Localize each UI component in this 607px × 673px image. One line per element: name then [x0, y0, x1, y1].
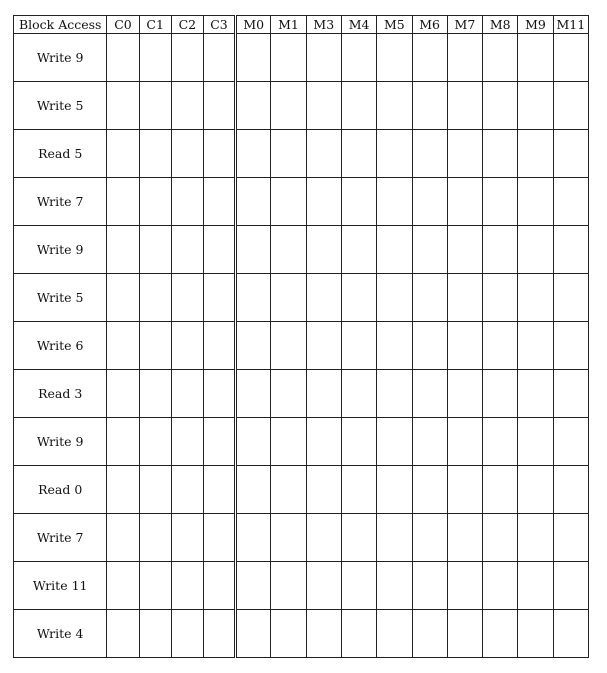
- memory-cell-m5[interactable]: [377, 514, 412, 562]
- memory-cell-m5[interactable]: [377, 322, 412, 370]
- memory-cell-m1[interactable]: [271, 514, 306, 562]
- table-row: [14, 466, 589, 514]
- memory-cell-m8[interactable]: [483, 226, 518, 274]
- memory-cell-m9[interactable]: [518, 418, 553, 466]
- memory-cell-m6[interactable]: [412, 322, 447, 370]
- memory-cell-m4[interactable]: [341, 34, 376, 82]
- memory-cell-m9[interactable]: [518, 274, 553, 322]
- memory-cell-m11[interactable]: [553, 226, 588, 274]
- memory-cell-m6[interactable]: [412, 130, 447, 178]
- cache-cell-c1[interactable]: [139, 418, 171, 466]
- memory-cell-m8[interactable]: [483, 466, 518, 514]
- memory-cell-m1[interactable]: [271, 418, 306, 466]
- cache-cell-c3[interactable]: [203, 34, 235, 82]
- memory-cell-m5[interactable]: [377, 178, 412, 226]
- memory-cell-m4[interactable]: [341, 178, 376, 226]
- cache-cell-c3[interactable]: [203, 130, 235, 178]
- cache-cell-c0[interactable]: [107, 466, 139, 514]
- memory-cell-m9[interactable]: [518, 562, 553, 610]
- memory-cell-m3[interactable]: [306, 562, 341, 610]
- cache-cell-c0[interactable]: [107, 562, 139, 610]
- row-access-label: Read 0: [14, 466, 107, 514]
- cache-cell-c2[interactable]: [171, 610, 203, 658]
- row-access-label: Write 9: [14, 34, 107, 82]
- cache-cell-c1[interactable]: [139, 610, 171, 658]
- cache-cell-c0[interactable]: [107, 418, 139, 466]
- cache-cell-c0[interactable]: [107, 370, 139, 418]
- memory-cell-m3[interactable]: [306, 130, 341, 178]
- memory-cell-m9[interactable]: [518, 130, 553, 178]
- memory-cell-m9[interactable]: [518, 226, 553, 274]
- row-access-label: Write 7: [14, 178, 107, 226]
- cache-cell-c0[interactable]: [107, 514, 139, 562]
- memory-cell-m5[interactable]: [377, 274, 412, 322]
- header-m5: M5: [377, 16, 412, 34]
- cache-cell-c2[interactable]: [171, 370, 203, 418]
- memory-cell-m8[interactable]: [483, 514, 518, 562]
- cache-cell-c1[interactable]: [139, 178, 171, 226]
- memory-cell-m11[interactable]: [553, 514, 588, 562]
- memory-cell-m7[interactable]: [447, 34, 482, 82]
- header-m4: M4: [341, 16, 376, 34]
- row-access-label: Write 5: [14, 82, 107, 130]
- row-access-label: Write 5: [14, 274, 107, 322]
- header-c2: C2: [171, 16, 203, 34]
- memory-cell-m5[interactable]: [377, 370, 412, 418]
- cache-cell-c3[interactable]: [203, 178, 235, 226]
- memory-cell-m5[interactable]: [377, 82, 412, 130]
- cache-cell-c0[interactable]: [107, 130, 139, 178]
- cache-cell-c1[interactable]: [139, 82, 171, 130]
- row-access-label: Write 6: [14, 322, 107, 370]
- memory-cell-m9[interactable]: [518, 82, 553, 130]
- header-m7: M7: [447, 16, 482, 34]
- cache-cell-c1[interactable]: [139, 130, 171, 178]
- header-m9: M9: [518, 16, 553, 34]
- header-row: [14, 16, 589, 34]
- header-m0: M0: [236, 16, 271, 34]
- cache-cell-c2[interactable]: [171, 82, 203, 130]
- memory-cell-m5[interactable]: [377, 418, 412, 466]
- table-row: [14, 562, 589, 610]
- memory-cell-m9[interactable]: [518, 34, 553, 82]
- cache-cell-c2[interactable]: [171, 226, 203, 274]
- memory-cell-m1[interactable]: [271, 130, 306, 178]
- cache-cell-c2[interactable]: [171, 466, 203, 514]
- table-row: [14, 322, 589, 370]
- table-row: [14, 370, 589, 418]
- memory-cell-m5[interactable]: [377, 466, 412, 514]
- memory-cell-m11[interactable]: [553, 82, 588, 130]
- memory-cell-m3[interactable]: [306, 322, 341, 370]
- header-c0: C0: [107, 16, 139, 34]
- memory-cell-m9[interactable]: [518, 514, 553, 562]
- memory-cell-m5[interactable]: [377, 562, 412, 610]
- memory-cell-m9[interactable]: [518, 610, 553, 658]
- row-access-label: Write 9: [14, 418, 107, 466]
- cache-cell-c1[interactable]: [139, 562, 171, 610]
- memory-cell-m11[interactable]: [553, 418, 588, 466]
- memory-cell-m8[interactable]: [483, 82, 518, 130]
- cache-cell-c3[interactable]: [203, 322, 235, 370]
- memory-cell-m11[interactable]: [553, 178, 588, 226]
- cache-cell-c2[interactable]: [171, 418, 203, 466]
- memory-cell-m1[interactable]: [271, 226, 306, 274]
- memory-cell-m7[interactable]: [447, 226, 482, 274]
- memory-cell-m7[interactable]: [447, 514, 482, 562]
- memory-cell-m6[interactable]: [412, 514, 447, 562]
- memory-cell-m7[interactable]: [447, 178, 482, 226]
- row-access-label: Read 5: [14, 130, 107, 178]
- cache-cell-c0[interactable]: [107, 610, 139, 658]
- cache-cell-c2[interactable]: [171, 322, 203, 370]
- cache-cell-c2[interactable]: [171, 562, 203, 610]
- memory-cell-m4[interactable]: [341, 418, 376, 466]
- header-m8: M8: [483, 16, 518, 34]
- cache-cell-c3[interactable]: [203, 370, 235, 418]
- cache-cell-c1[interactable]: [139, 34, 171, 82]
- memory-cell-m6[interactable]: [412, 82, 447, 130]
- row-access-label: Write 9: [14, 226, 107, 274]
- memory-cell-m9[interactable]: [518, 370, 553, 418]
- memory-cell-m11[interactable]: [553, 34, 588, 82]
- memory-cell-m4[interactable]: [341, 322, 376, 370]
- memory-cell-m8[interactable]: [483, 562, 518, 610]
- row-access-label: Write 11: [14, 562, 107, 610]
- memory-cell-m5[interactable]: [377, 34, 412, 82]
- memory-cell-m1[interactable]: [271, 562, 306, 610]
- memory-cell-m1[interactable]: [271, 610, 306, 658]
- memory-cell-m6[interactable]: [412, 562, 447, 610]
- memory-cell-m0[interactable]: [236, 466, 271, 514]
- memory-cell-m3[interactable]: [306, 178, 341, 226]
- table-row: [14, 274, 589, 322]
- memory-cell-m11[interactable]: [553, 562, 588, 610]
- memory-cell-m0[interactable]: [236, 322, 271, 370]
- cache-cell-c2[interactable]: [171, 514, 203, 562]
- row-access-label: Write 4: [14, 610, 107, 658]
- cache-cell-c1[interactable]: [139, 370, 171, 418]
- memory-cell-m6[interactable]: [412, 274, 447, 322]
- cache-cell-c3[interactable]: [203, 418, 235, 466]
- memory-cell-m6[interactable]: [412, 370, 447, 418]
- memory-cell-m1[interactable]: [271, 466, 306, 514]
- memory-cell-m1[interactable]: [271, 322, 306, 370]
- table-row: [14, 82, 589, 130]
- memory-cell-m11[interactable]: [553, 370, 588, 418]
- cache-cell-c1[interactable]: [139, 226, 171, 274]
- memory-cell-m11[interactable]: [553, 466, 588, 514]
- memory-cell-m0[interactable]: [236, 562, 271, 610]
- cache-cell-c0[interactable]: [107, 178, 139, 226]
- memory-cell-m8[interactable]: [483, 418, 518, 466]
- cache-cell-c0[interactable]: [107, 82, 139, 130]
- cache-cell-c3[interactable]: [203, 514, 235, 562]
- memory-cell-m3[interactable]: [306, 226, 341, 274]
- memory-cell-m4[interactable]: [341, 370, 376, 418]
- cache-cell-c2[interactable]: [171, 178, 203, 226]
- memory-cell-m7[interactable]: [447, 274, 482, 322]
- memory-cell-m3[interactable]: [306, 274, 341, 322]
- memory-cell-m1[interactable]: [271, 370, 306, 418]
- memory-cell-m6[interactable]: [412, 466, 447, 514]
- memory-cell-m4[interactable]: [341, 514, 376, 562]
- table-row: [14, 34, 589, 82]
- memory-cell-m4[interactable]: [341, 82, 376, 130]
- memory-cell-m1[interactable]: [271, 178, 306, 226]
- memory-cell-m7[interactable]: [447, 370, 482, 418]
- memory-cell-m3[interactable]: [306, 466, 341, 514]
- memory-cell-m5[interactable]: [377, 610, 412, 658]
- memory-cell-m9[interactable]: [518, 466, 553, 514]
- memory-cell-m0[interactable]: [236, 82, 271, 130]
- cache-cell-c1[interactable]: [139, 322, 171, 370]
- header-c1: C1: [139, 16, 171, 34]
- cache-cell-c3[interactable]: [203, 610, 235, 658]
- memory-cell-m6[interactable]: [412, 178, 447, 226]
- cache-cell-c3[interactable]: [203, 562, 235, 610]
- cache-cell-c3[interactable]: [203, 82, 235, 130]
- memory-cell-m4[interactable]: [341, 610, 376, 658]
- cache-cell-c0[interactable]: [107, 322, 139, 370]
- table-body: [14, 34, 589, 658]
- table-row: [14, 130, 589, 178]
- memory-cell-m11[interactable]: [553, 274, 588, 322]
- memory-cell-m8[interactable]: [483, 34, 518, 82]
- memory-cell-m0[interactable]: [236, 418, 271, 466]
- cache-cell-c1[interactable]: [139, 466, 171, 514]
- memory-cell-m11[interactable]: [553, 610, 588, 658]
- memory-cell-m11[interactable]: [553, 322, 588, 370]
- memory-cell-m3[interactable]: [306, 82, 341, 130]
- memory-cell-m6[interactable]: [412, 226, 447, 274]
- cache-cell-c2[interactable]: [171, 274, 203, 322]
- table-row: [14, 418, 589, 466]
- memory-cell-m7[interactable]: [447, 130, 482, 178]
- memory-cell-m3[interactable]: [306, 514, 341, 562]
- memory-cell-m7[interactable]: [447, 562, 482, 610]
- block-access-table: [13, 15, 589, 658]
- memory-cell-m7[interactable]: [447, 82, 482, 130]
- memory-cell-m4[interactable]: [341, 226, 376, 274]
- memory-cell-m8[interactable]: [483, 178, 518, 226]
- memory-cell-m1[interactable]: [271, 274, 306, 322]
- memory-cell-m0[interactable]: [236, 370, 271, 418]
- worksheet: [13, 15, 589, 658]
- cache-cell-c3[interactable]: [203, 466, 235, 514]
- header-m3: M3: [306, 16, 341, 34]
- memory-cell-m1[interactable]: [271, 34, 306, 82]
- cache-cell-c1[interactable]: [139, 274, 171, 322]
- memory-cell-m0[interactable]: [236, 178, 271, 226]
- memory-cell-m3[interactable]: [306, 610, 341, 658]
- cache-cell-c2[interactable]: [171, 34, 203, 82]
- row-access-label: Write 7: [14, 514, 107, 562]
- memory-cell-m7[interactable]: [447, 610, 482, 658]
- cache-cell-c3[interactable]: [203, 226, 235, 274]
- memory-cell-m0[interactable]: [236, 34, 271, 82]
- memory-cell-m4[interactable]: [341, 562, 376, 610]
- row-access-label: Read 3: [14, 370, 107, 418]
- memory-cell-m5[interactable]: [377, 226, 412, 274]
- memory-cell-m0[interactable]: [236, 514, 271, 562]
- header-c3: C3: [203, 16, 235, 34]
- memory-cell-m0[interactable]: [236, 274, 271, 322]
- table-row: [14, 514, 589, 562]
- cache-cell-c0[interactable]: [107, 274, 139, 322]
- memory-cell-m8[interactable]: [483, 370, 518, 418]
- table-row: [14, 178, 589, 226]
- memory-cell-m3[interactable]: [306, 370, 341, 418]
- memory-cell-m9[interactable]: [518, 178, 553, 226]
- cache-cell-c1[interactable]: [139, 514, 171, 562]
- memory-cell-m4[interactable]: [341, 130, 376, 178]
- header-block-access: Block Access: [14, 16, 107, 34]
- memory-cell-m8[interactable]: [483, 322, 518, 370]
- memory-cell-m6[interactable]: [412, 34, 447, 82]
- cache-cell-c2[interactable]: [171, 130, 203, 178]
- cache-cell-c0[interactable]: [107, 34, 139, 82]
- cache-cell-c3[interactable]: [203, 274, 235, 322]
- memory-cell-m6[interactable]: [412, 610, 447, 658]
- cache-cell-c0[interactable]: [107, 226, 139, 274]
- memory-cell-m9[interactable]: [518, 322, 553, 370]
- memory-cell-m1[interactable]: [271, 82, 306, 130]
- memory-cell-m0[interactable]: [236, 226, 271, 274]
- memory-cell-m4[interactable]: [341, 466, 376, 514]
- memory-cell-m4[interactable]: [341, 274, 376, 322]
- memory-cell-m0[interactable]: [236, 130, 271, 178]
- header-m11: M11: [553, 16, 588, 34]
- header-m6: M6: [412, 16, 447, 34]
- memory-cell-m8[interactable]: [483, 130, 518, 178]
- memory-cell-m8[interactable]: [483, 610, 518, 658]
- memory-cell-m11[interactable]: [553, 130, 588, 178]
- table-row: [14, 226, 589, 274]
- memory-cell-m5[interactable]: [377, 130, 412, 178]
- header-m1: M1: [271, 16, 306, 34]
- memory-cell-m3[interactable]: [306, 34, 341, 82]
- memory-cell-m8[interactable]: [483, 274, 518, 322]
- memory-cell-m7[interactable]: [447, 466, 482, 514]
- memory-cell-m3[interactable]: [306, 418, 341, 466]
- memory-cell-m7[interactable]: [447, 418, 482, 466]
- memory-cell-m6[interactable]: [412, 418, 447, 466]
- memory-cell-m7[interactable]: [447, 322, 482, 370]
- table-row: [14, 610, 589, 658]
- memory-cell-m0[interactable]: [236, 610, 271, 658]
